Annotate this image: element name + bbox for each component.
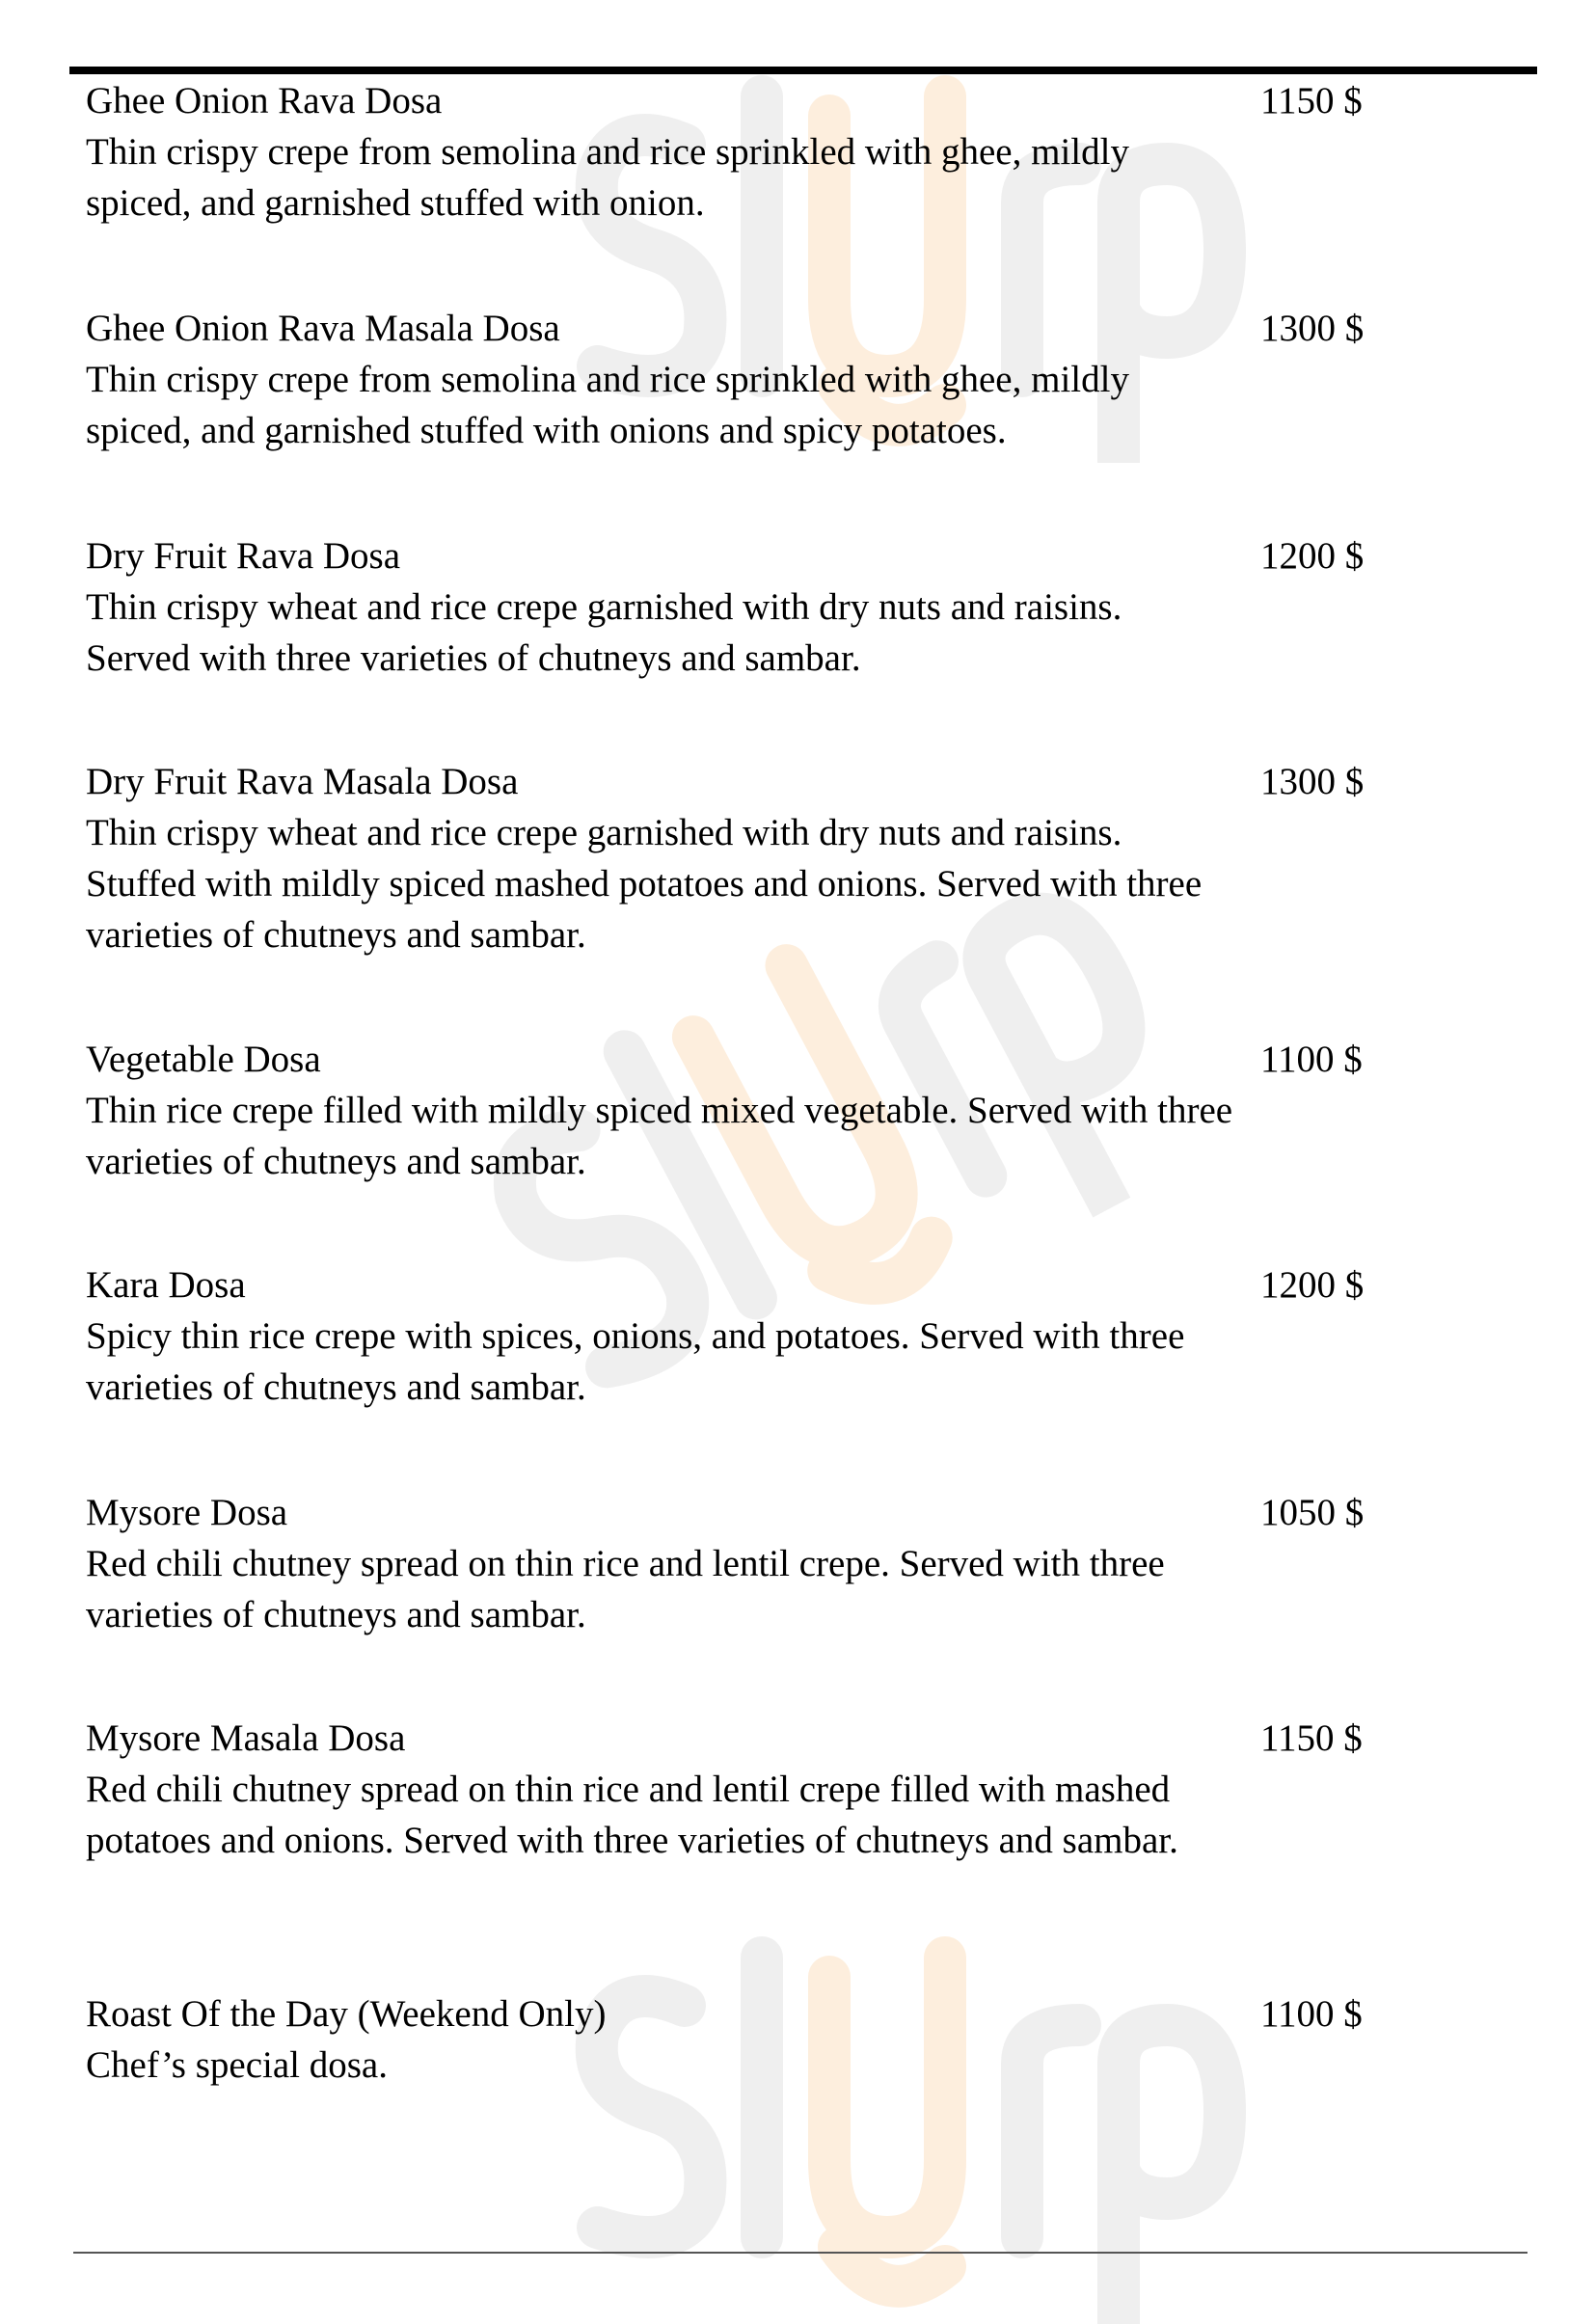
- item-description: Spicy thin rice crepe with spices, onions, and potatoes. Served with three varieties of chutneys and sambar.: [86, 1315, 1185, 1408]
- menu-item: [86, 1259, 1513, 1413]
- item-price: 1200 $: [1260, 535, 1365, 577]
- menu-item: [86, 1988, 1513, 2091]
- menu-item: [86, 756, 1513, 960]
- item-price: 1300 $: [1260, 761, 1365, 802]
- item-description: Thin crispy wheat and rice crepe garnished with dry nuts and raisins. Stuffed with mildly spiced mashed potatoes and onions. Served with three varieties of chutneys and sambar.: [86, 812, 1203, 956]
- item-name: Mysore Masala Dosa: [86, 1717, 406, 1759]
- watermark-logo: [540, 1919, 1273, 2324]
- item-name: Kara Dosa: [86, 1264, 246, 1306]
- item-description: Chef’s special dosa.: [86, 2044, 388, 2086]
- item-name: Mysore Dosa: [86, 1492, 288, 1533]
- item-price: 1100 $: [1260, 1993, 1363, 2035]
- item-name: Vegetable Dosa: [86, 1039, 321, 1080]
- item-description: Red chili chutney spread on thin rice and lentil crepe filled with mashed potatoes and onions. Served with three varieties of chutneys and sambar.: [86, 1769, 1178, 1861]
- item-description: Thin crispy crepe from semolina and rice sprinkled with ghee, mildly spiced, and garnished stuffed with onions and spicy potatoes.: [86, 359, 1129, 451]
- menu-item: [86, 75, 1513, 229]
- item-name: Ghee Onion Rava Masala Dosa: [86, 308, 560, 349]
- menu-item: [86, 1487, 1513, 1640]
- item-description: Thin crispy wheat and rice crepe garnished with dry nuts and raisins. Served with three varieties of chutneys and sambar.: [86, 586, 1122, 679]
- item-price: 1200 $: [1260, 1264, 1365, 1306]
- item-name: Ghee Onion Rava Dosa: [86, 80, 443, 122]
- menu-item: [86, 1713, 1513, 1866]
- item-price: 1100 $: [1260, 1039, 1363, 1080]
- menu-item: [86, 530, 1513, 684]
- item-description: Thin rice crepe filled with mildly spiced mixed vegetable. Served with three varieties of chutneys and sambar.: [86, 1090, 1233, 1182]
- bottom-divider: [73, 2252, 1527, 2254]
- item-name: Dry Fruit Rava Dosa: [86, 535, 401, 577]
- item-price: 1150 $: [1260, 80, 1363, 122]
- top-divider: [69, 67, 1537, 74]
- item-name: Dry Fruit Rava Masala Dosa: [86, 761, 519, 802]
- item-description: Red chili chutney spread on thin rice and lentil crepe. Served with three varieties of chutneys and sambar.: [86, 1543, 1165, 1635]
- menu-item: [86, 1034, 1513, 1187]
- item-price: 1050 $: [1260, 1492, 1365, 1533]
- item-price: 1300 $: [1260, 308, 1365, 349]
- item-price: 1150 $: [1260, 1717, 1363, 1759]
- menu-item: [86, 303, 1513, 456]
- item-description: Thin crispy crepe from semolina and rice sprinkled with ghee, mildly spiced, and garnished stuffed with onion.: [86, 131, 1129, 224]
- item-name: Roast Of the Day (Weekend Only): [86, 1993, 607, 2035]
